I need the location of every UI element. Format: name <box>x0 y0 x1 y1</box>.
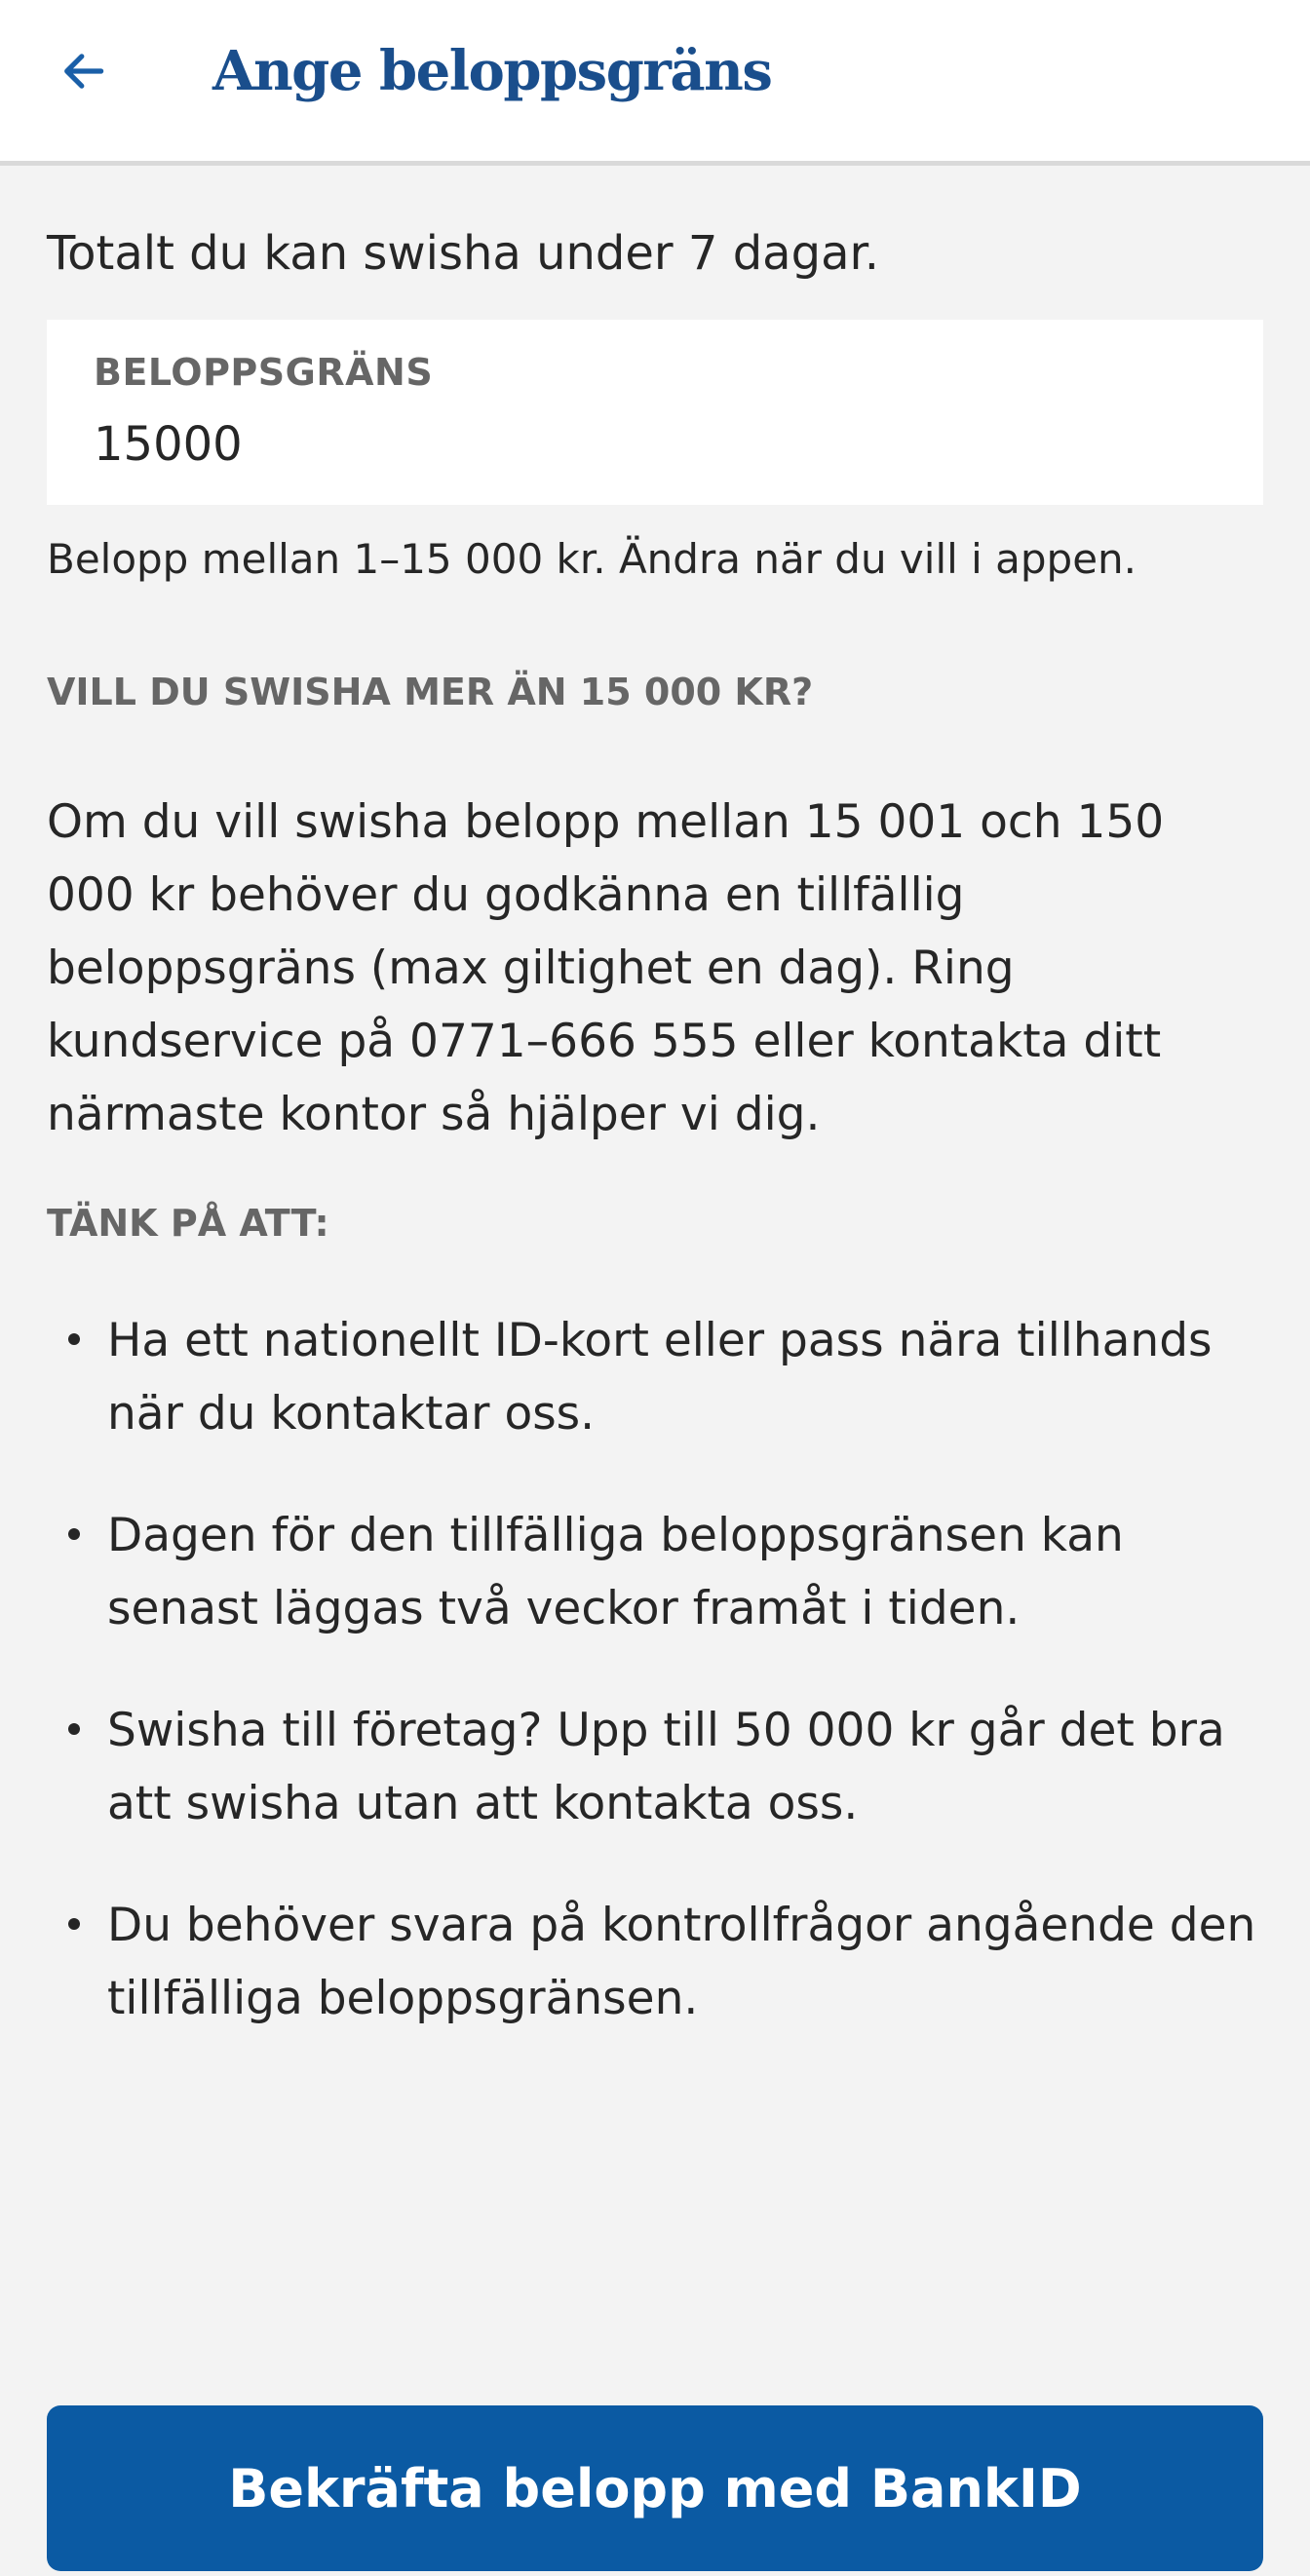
confirm-bankid-button[interactable]: Bekräfta belopp med BankID <box>47 2405 1263 2571</box>
list-item <box>47 1304 1263 1450</box>
amount-limit-label: BELOPPSGRÄNS <box>94 351 434 394</box>
list-item-text: Ha ett nationellt ID-kort eller pass nära tillhands när du kontaktar oss. <box>107 1314 1213 1441</box>
bullet-icon <box>68 1528 80 1540</box>
page-title: Ange beloppsgräns <box>212 39 772 103</box>
amount-hint-text: Belopp mellan 1–15 000 kr. Ändra när du vill i appen. <box>47 535 1137 583</box>
bullet-icon <box>68 1333 80 1345</box>
list-item-text: Swisha till företag? Upp till 50 000 kr går det bra att swisha utan att kontakta oss. <box>107 1704 1225 1830</box>
notes-section-heading: TÄNK PÅ ATT: <box>47 1202 329 1245</box>
list-item-text: Du behöver svara på kontrollfrågor angående den tillfälliga beloppsgränsen. <box>107 1899 1256 2025</box>
notes-list <box>47 1304 1263 2084</box>
arrow-left-icon <box>56 44 110 98</box>
more-section-body: Om du vill swisha belopp mellan 15 001 och 150 000 kr behöver du godkänna en tillfällig beloppsgräns (max giltighet en dag). Ring kundservice på 0771–666 555 eller kontakta ditt närmaste kontor så hjälper vi dig. <box>47 795 1165 1141</box>
bullet-icon <box>68 1918 80 1930</box>
amount-limit-input[interactable]: 15000 <box>94 417 243 472</box>
amount-limit-field[interactable] <box>47 320 1263 505</box>
list-item <box>47 1499 1263 1645</box>
bullet-icon <box>68 1723 80 1735</box>
more-section-heading: VILL DU SWISHA MER ÄN 15 000 KR? <box>47 671 814 713</box>
intro-text: Totalt du kan swisha under 7 dagar. <box>47 226 880 281</box>
list-item-text: Dagen för den tillfälliga beloppsgränsen kan senast läggas två veckor framåt i tiden. <box>107 1509 1124 1635</box>
list-item <box>47 1889 1263 2035</box>
back-button[interactable] <box>39 27 127 115</box>
list-item <box>47 1694 1263 1840</box>
app-bar <box>0 0 1310 166</box>
